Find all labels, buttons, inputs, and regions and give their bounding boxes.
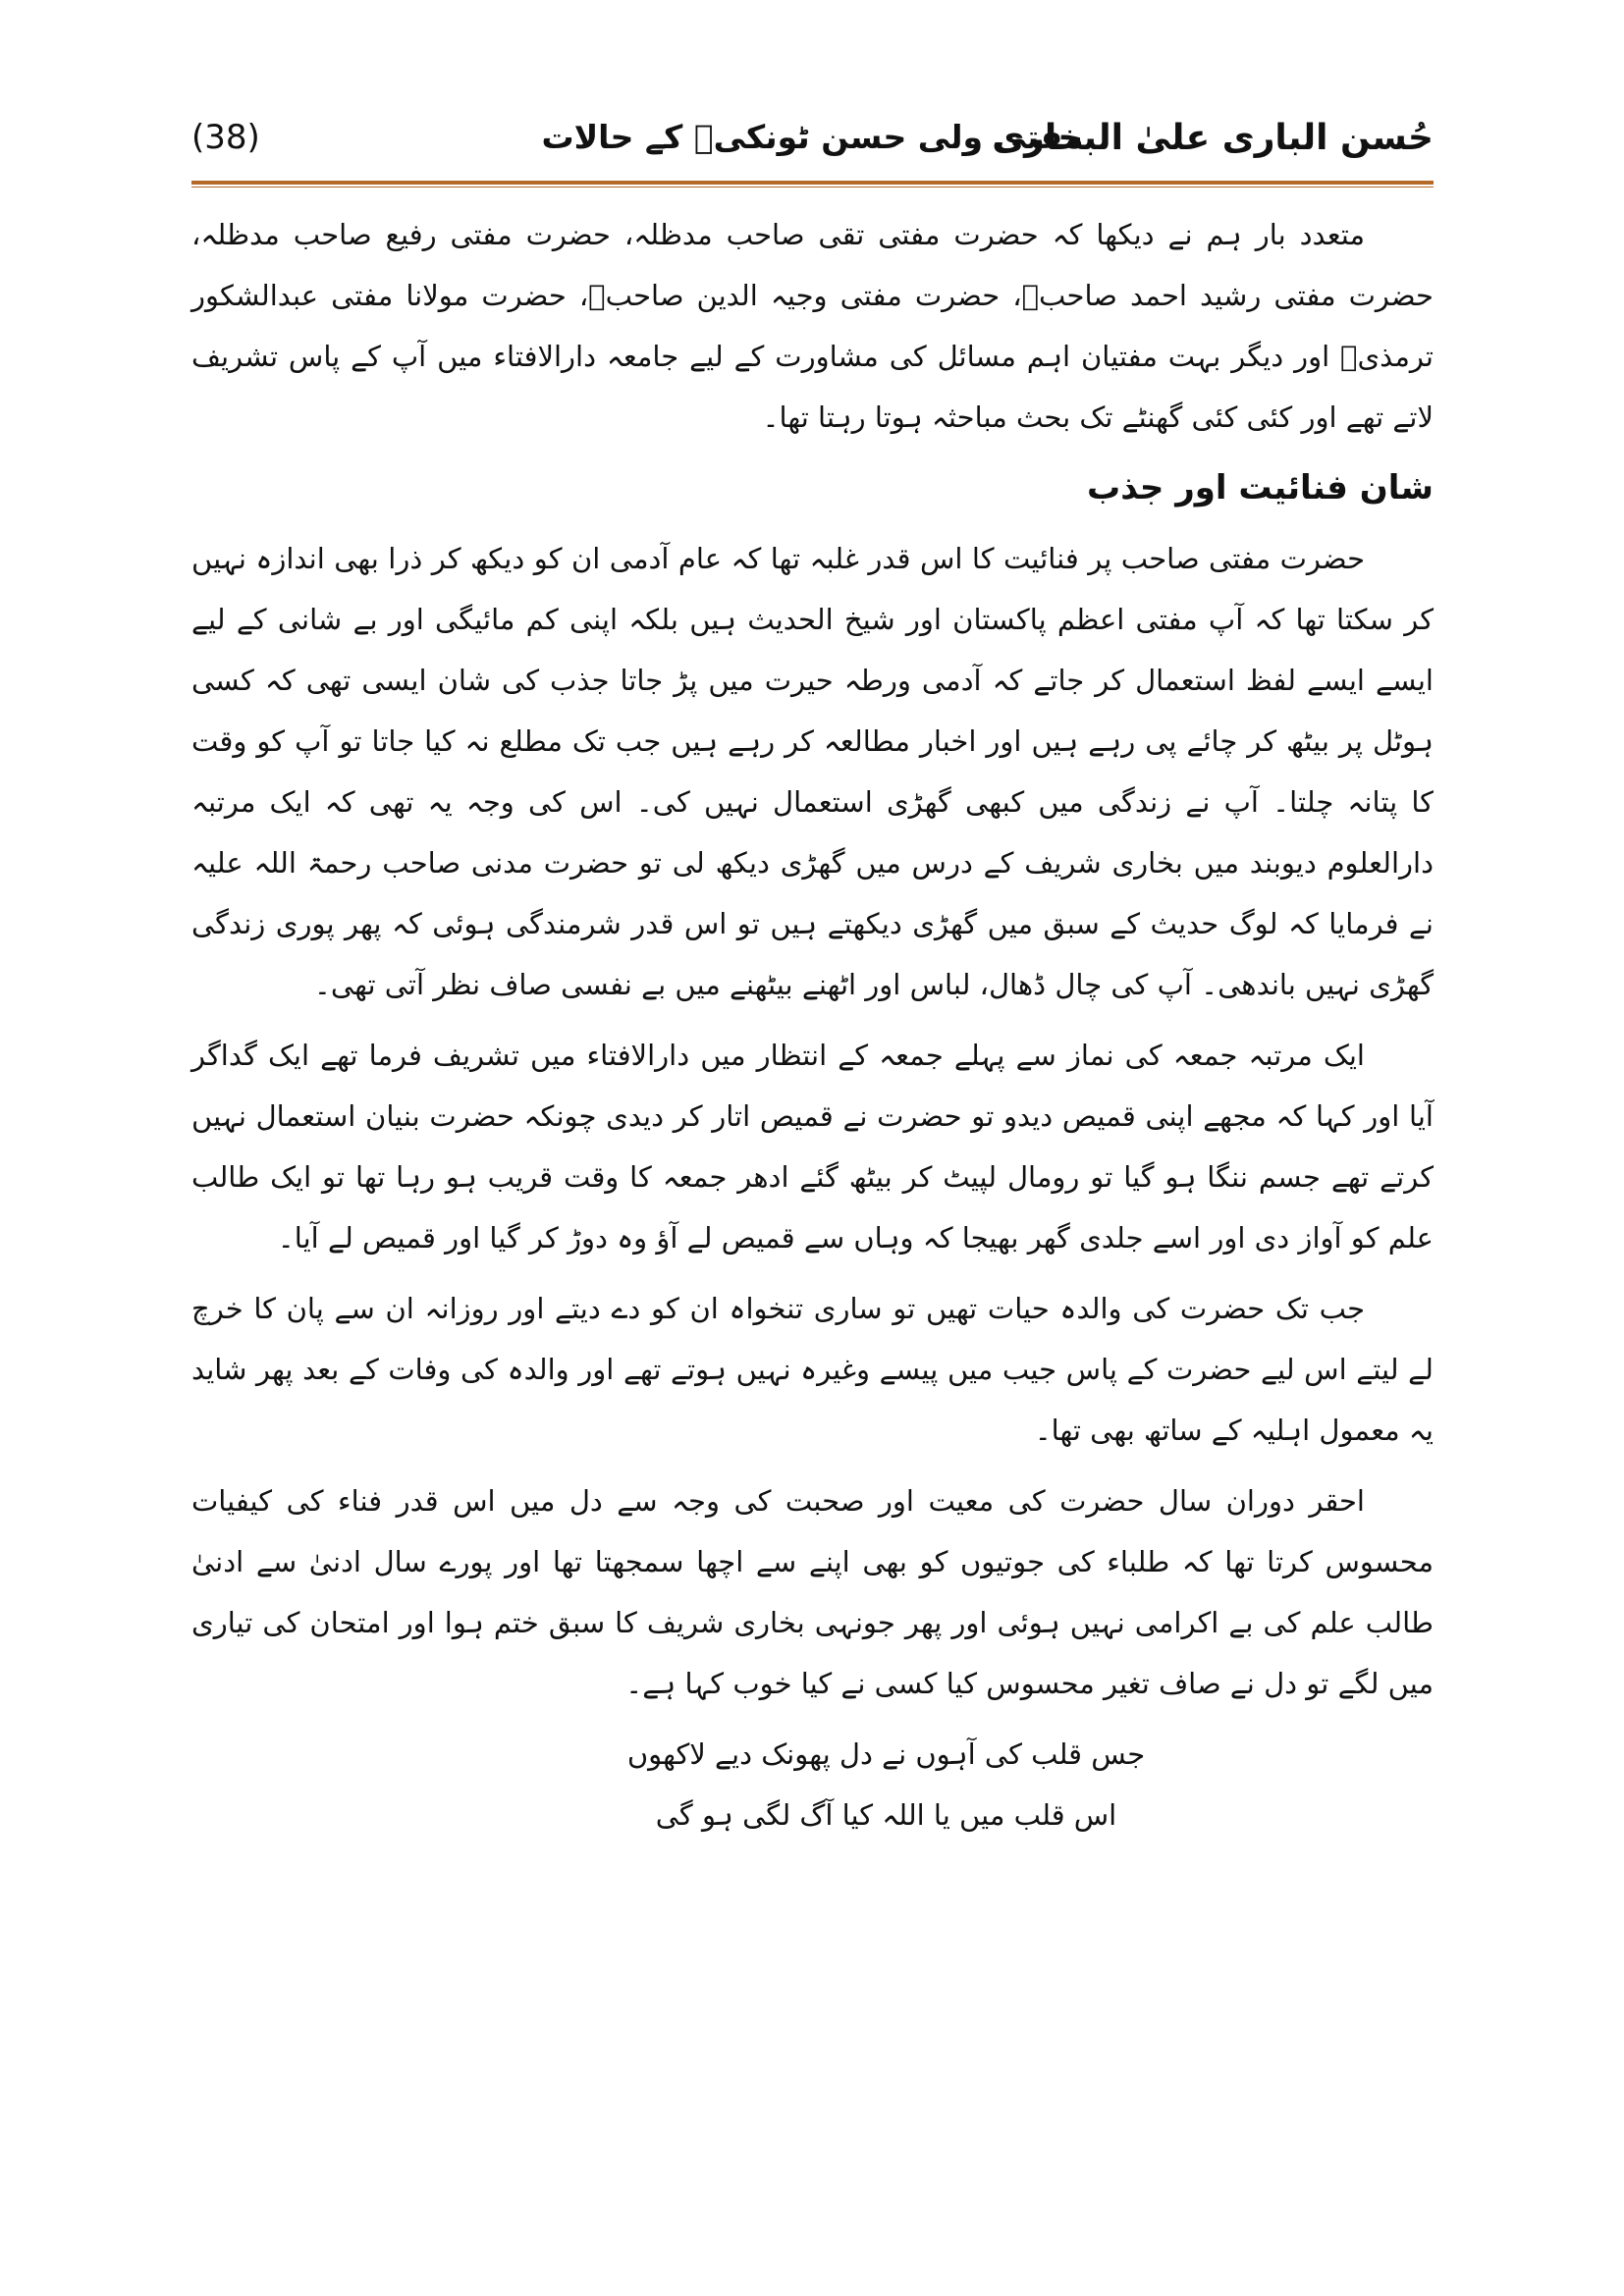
verse-line-1: جس قلب کی آہوں نے دل پھونک دیے لاکھوں <box>626 1737 1146 1771</box>
paragraph-1: متعدد بار ہم نے دیکھا کہ حضرت مفتی تقی صاحب مدظلہ، حضرت مفتی رفیع صاحب مدظلہ، حضرت مفتی رشید احمد صاحبؒ، حضرت مفتی وجیہ الدین صاحبؒ، حضرت مولانا مفتی عبدالشکور ترمذیؒ اور دیگر بہت مفتیان اہم مسائل کی مشاورت کے لیے جامعہ دارالافتاء میں آپ کے پاس تشریف لاتے تھے اور کئی کئی گھنٹے تک بحث مباحثہ ہوتا رہتا تھا۔ <box>191 218 1434 434</box>
header-rule <box>191 181 1434 185</box>
paragraph-2: حضرت مفتی صاحب پر فنائیت کا اس قدر غلبہ تھا کہ عام آدمی ان کو دیکھ کر ذرا بھی اندازہ نہیں کر سکتا تھا کہ آپ مفتی اعظم پاکستان اور شیخ الحدیث ہیں بلکہ اپنی کم مائیگی اور بے شانی کے لیے ایسے ایسے لفظ استعمال کر جاتے کہ آدمی ورطہ حیرت میں پڑ جاتا جذب کی شان ایسی تھی کہ کسی ہوٹل پر بیٹھ کر چائے پی رہے ہیں اور اخبار مطالعہ کر رہے ہیں جب تک مطلع نہ کیا جاتا تو آپ کو وقت کا پتانہ چلتا۔ آپ نے زندگی میں کبھی گھڑی استعمال نہیں کی۔ اس کی وجہ یہ تھی کہ ایک مرتبہ دارالعلوم دیوبند میں بخاری شریف کے درس میں گھڑی دیکھ لی تو حضرت مدنی صاحب رحمۃ اللہ علیہ نے فرمایا کہ لوگ حدیث کے سبق میں گھڑی دیکھتے ہیں تو اس قدر شرمندگی ہوئی کہ پھر پوری زندگی گھڑی نہیں باندھی۔ آپ کی چال ڈھال، لباس اور اٹھنے بیٹھنے میں بے نفسی صاف نظر آتی تھی۔ <box>191 542 1434 1001</box>
section-heading: شان فنائیت اور جذب <box>1087 468 1434 507</box>
paragraph-3: ایک مرتبہ جمعہ کی نماز سے پہلے جمعہ کے انتظار میں دارالافتاء میں تشریف فرما تھے ایک گداگر آیا اور کہا کہ مجھے اپنی قمیص دیدو تو حضرت نے قمیص اتار کر دیدی چونکہ حضرت بنیان استعمال نہیں کرتے تھے جسم ننگا ہو گیا تو رومال لپیٹ کر بیٹھ گئے ادھر جمعہ کا وقت قریب ہو رہا تھا تو ایک طالب علم کو آواز دی اور اسے جلدی گھر بھیجا کہ وہاں سے قمیص لے آؤ وہ دوڑ کر گیا اور قمیص لے آیا۔ <box>191 1039 1434 1255</box>
verse-line-2: اس قلب میں یا اللہ کیا آگ لگی ہو گی <box>655 1798 1117 1832</box>
page-header <box>191 110 1434 179</box>
paragraph-5: احقر دوران سال حضرت کی معیت اور صحبت کی وجہ سے دل میں اس قدر فناء کی کیفیات محسوس کرتا تھا کہ طلباء کی جوتیوں کو بھی اپنے سے اچھا سمجھتا تھا اور پورے سال ادنیٰ سے ادنیٰ طالب علم کی بے اکرامی نہیں ہوئی اور پھر جونہی بخاری شریف کا سبق ختم ہوا اور امتحان کی تیاری میں لگے تو دل نے صاف تغیر محسوس کیا کسی نے کیا خوب کہا ہے۔ <box>191 1484 1434 1700</box>
chapter-title: مفتی ولی حسن ٹونکیؒ کے حالات <box>541 118 1084 156</box>
book-title: حُسن الباری علیٰ البخاری <box>992 118 1434 158</box>
page-number: (38) <box>191 118 260 157</box>
paragraph-4: جب تک حضرت کی والدہ حیات تھیں تو ساری تنخواہ ان کو دے دیتے اور روزانہ ان سے پان کا خرچ لے لیتے اس لیے حضرت کے پاس جیب میں پیسے وغیرہ نہیں ہوتے تھے اور والدہ کی وفات کے بعد پھر شاید یہ معمول اہلیہ کے ساتھ بھی تھا۔ <box>191 1292 1434 1447</box>
page-body <box>191 204 1434 1845</box>
